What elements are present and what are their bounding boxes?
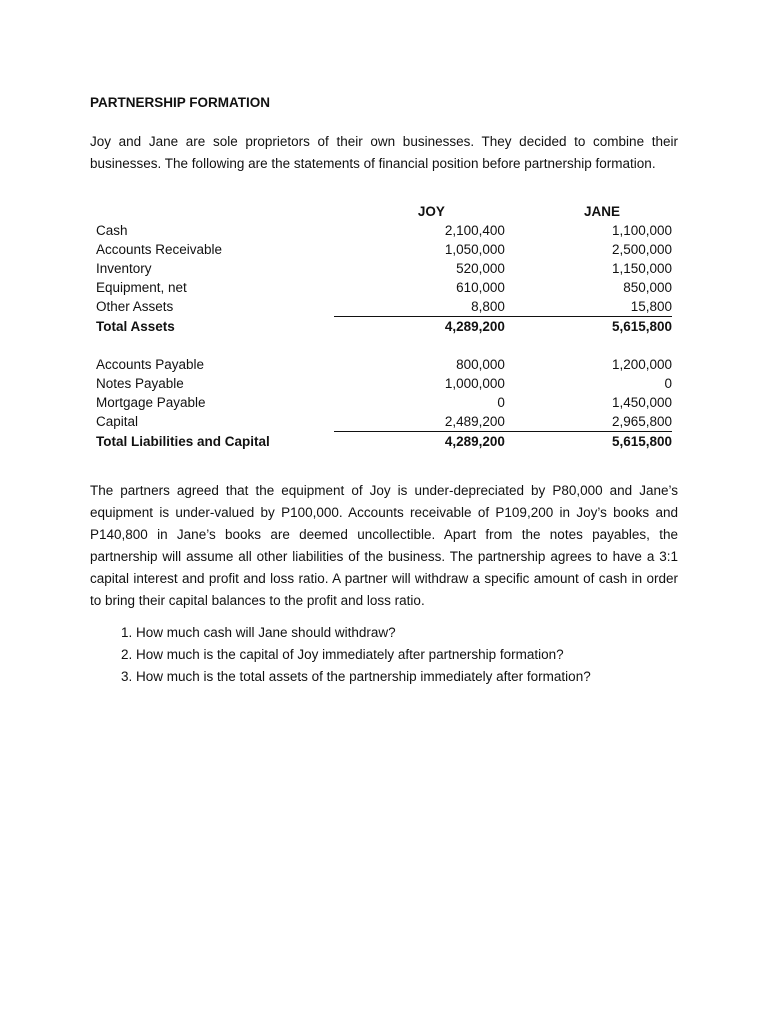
table-row bbox=[96, 374, 672, 393]
document-page bbox=[90, 94, 678, 684]
row-label: Capital bbox=[96, 414, 139, 430]
row-joy: 1,000,000 bbox=[444, 376, 505, 391]
row-label: Accounts Payable bbox=[96, 357, 205, 372]
row-joy: 2,489,200 bbox=[444, 414, 505, 429]
row-jane: 1,100,000 bbox=[611, 223, 672, 238]
row-jane: 0 bbox=[664, 376, 672, 391]
row-joy: 1,050,000 bbox=[444, 242, 505, 257]
list-item: 2. How much is the capital of Joy immediately after partnership formation? bbox=[136, 644, 678, 666]
header-label bbox=[96, 201, 334, 221]
row-joy: 0 bbox=[497, 395, 505, 410]
list-item: 3. How much is the total assets of the partnership immediately after formation? bbox=[136, 666, 678, 688]
row-jane: 15,800 bbox=[630, 299, 672, 314]
row-label: Total Assets bbox=[96, 318, 175, 334]
total-assets-row bbox=[96, 317, 672, 337]
table-row bbox=[96, 355, 672, 374]
header-joy: JOY bbox=[417, 203, 445, 219]
row-label: Notes Payable bbox=[96, 376, 184, 391]
table-header-row bbox=[96, 201, 672, 221]
spacer-row bbox=[96, 336, 672, 355]
row-joy: 4,289,200 bbox=[334, 317, 505, 337]
table-row bbox=[96, 297, 672, 317]
row-joy: 800,000 bbox=[456, 357, 505, 372]
row-jane: 1,200,000 bbox=[611, 357, 672, 372]
agreement-paragraph: The partners agreed that the equipment of Joy is under-depreciated by P80,000 and Jane’s equipment is under-valued by P100,000. Accounts receivable of P109,200 in Joy’s books and P140,800 in Jane’s books are deemed uncollectible. Apart from the notes payables, the partnership will assume all other liabilities of the business. The partnership agrees to have a 3:1 capital interest and profit and loss ratio. A partner will withdraw a specific amount of cash in order to bring their capital balances to the profit and loss ratio. bbox=[90, 483, 678, 608]
row-joy: 8,800 bbox=[471, 299, 505, 314]
row-jane: 5,615,800 bbox=[505, 432, 672, 452]
list-item: 1. How much cash will Jane should withdraw? bbox=[136, 622, 678, 644]
table-row bbox=[96, 221, 672, 240]
table-row bbox=[96, 278, 672, 297]
table-row bbox=[96, 393, 672, 412]
document-title: PARTNERSHIP FORMATION bbox=[90, 95, 271, 110]
row-jane: 2,500,000 bbox=[611, 242, 672, 257]
intro-paragraph: Joy and Jane are sole proprietors of their own businesses. They decided to combine their businesses. The following are the statements of financial position before partnership formation. bbox=[90, 134, 678, 171]
table-row bbox=[96, 412, 672, 432]
row-label: Accounts Receivable bbox=[96, 242, 223, 257]
row-label: Total Liabilities and Capital bbox=[96, 433, 270, 449]
row-jane: 850,000 bbox=[623, 280, 672, 295]
row-joy: 610,000 bbox=[456, 280, 505, 295]
row-jane: 2,965,800 bbox=[611, 414, 672, 429]
row-label: Cash bbox=[96, 223, 128, 238]
row-joy: 4,289,200 bbox=[334, 432, 505, 452]
row-jane: 5,615,800 bbox=[505, 317, 672, 337]
table-row bbox=[96, 240, 672, 259]
row-joy: 2,100,400 bbox=[444, 223, 505, 238]
row-label: Mortgage Payable bbox=[96, 395, 206, 410]
row-jane: 1,150,000 bbox=[611, 261, 672, 276]
financial-position-table bbox=[96, 201, 672, 451]
row-joy: 520,000 bbox=[456, 261, 505, 276]
table-row bbox=[96, 259, 672, 278]
row-label: Inventory bbox=[96, 261, 152, 276]
total-liabilities-row bbox=[96, 432, 672, 452]
row-label: Other Assets bbox=[96, 299, 174, 315]
row-jane: 1,450,000 bbox=[611, 395, 672, 410]
row-label: Equipment, net bbox=[96, 280, 187, 295]
question-list bbox=[90, 622, 678, 688]
problem-section bbox=[90, 480, 678, 688]
header-jane: JANE bbox=[583, 203, 620, 219]
